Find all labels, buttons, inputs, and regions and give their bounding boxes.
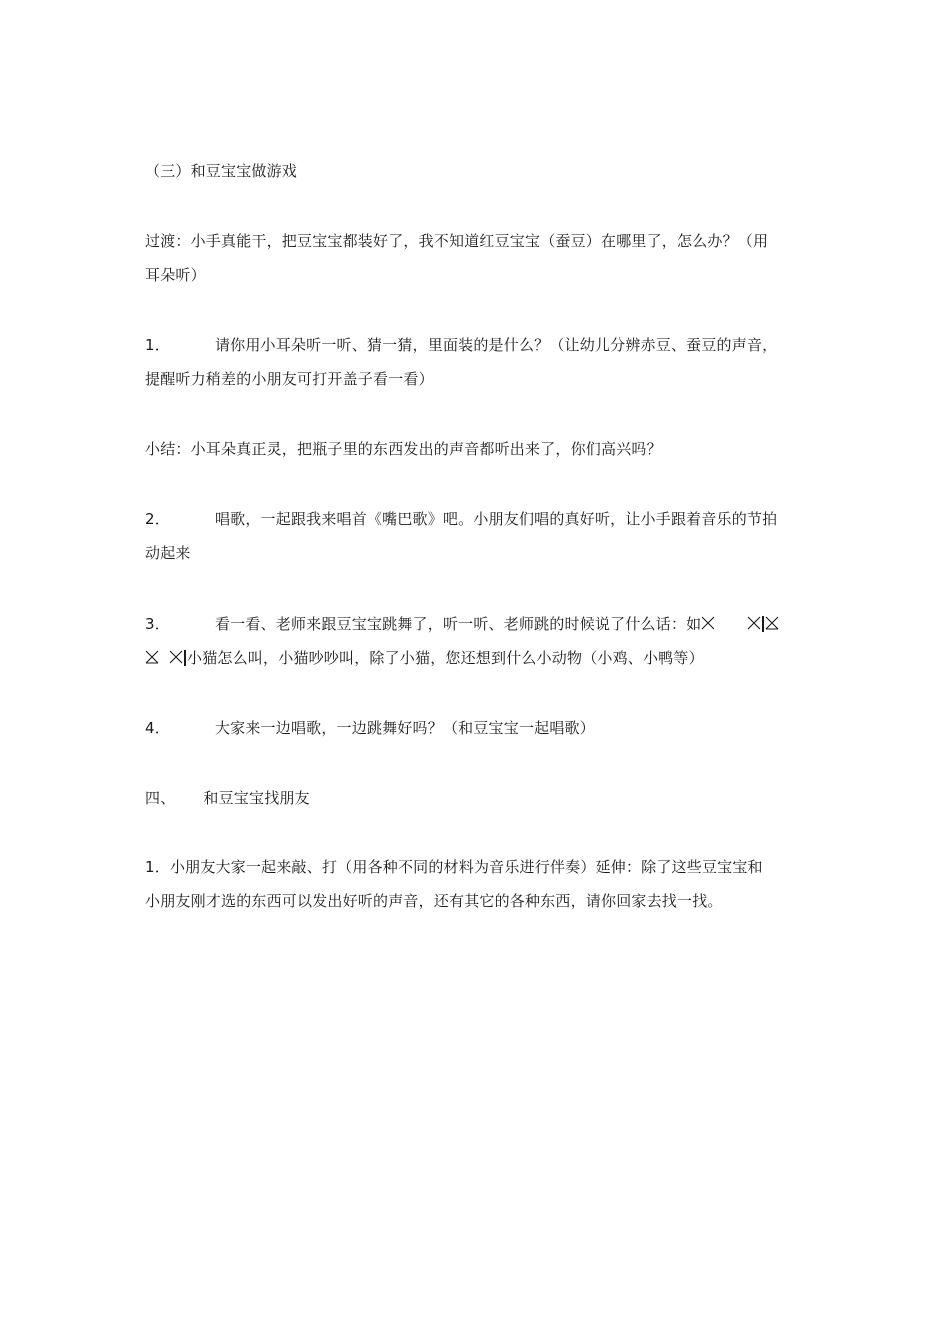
section3-title-text: （三）和豆宝宝做游戏 (145, 162, 298, 180)
x-mark-icon (169, 650, 183, 664)
item-4-number: 4． (145, 719, 170, 737)
section4-item-1-text: 小朋友大家一起来敲、打（用各种不同的材料为音乐进行伴奏）延伸：除了这些豆宝宝和 (169, 858, 763, 876)
item-2-line-2: 动起来 (145, 544, 191, 562)
x-mark-icon (701, 616, 715, 630)
item-3-text-2: 小猫怎么叫，小猫吵吵叫，除了小猫，您还想到什么小动物（小鸡、小鸭等） (187, 649, 704, 667)
section3-title (145, 154, 810, 188)
item-2-number: 2． (145, 510, 170, 528)
section4-item-1-paragraph (145, 850, 810, 918)
section4-item-1-line-2: 小朋友刚才选的东西可以发出好听的声音，还有其它的各种东西，请你回家去找一找。 (145, 892, 723, 910)
section4-number: 四、 (145, 789, 176, 807)
item-2-line-1 (145, 502, 810, 536)
item-3-paragraph (145, 607, 810, 675)
section4-item-1-number: 1． (145, 858, 170, 876)
item-1-line-1 (145, 328, 810, 362)
x-mark-icon (747, 616, 761, 630)
section4-item-1-line-1 (145, 850, 810, 884)
transition-line-2: 耳朵听） (145, 266, 206, 284)
item-1-line-2: 提醒听力稍差的小朋友可打开盖子看一看） (145, 370, 434, 388)
transition-line-1: 过渡：小手真能干，把豆宝宝都装好了，我不知道红豆宝宝（蚕豆）在哪里了，怎么办？（用 (145, 232, 769, 250)
item-2-paragraph (145, 502, 810, 570)
item-1-number: 1． (145, 336, 170, 354)
bar-line-icon (184, 650, 186, 666)
item-3-number: 3． (145, 615, 170, 633)
transition-paragraph (145, 224, 810, 292)
x-mark-icon (145, 650, 159, 664)
item-4-text: 大家来一边唱歌，一边跳舞好吗？（和豆宝宝一起唱歌） (214, 719, 595, 737)
item-2-text: 唱歌，一起跟我来唱首《嘴巴歌》吧。小朋友们唱的真好听，让小手跟着音乐的节拍 (214, 510, 778, 528)
item-3-line-1 (145, 607, 810, 641)
item-4-line-1 (145, 711, 810, 745)
item-1-text: 请你用小耳朵听一听、猜一猜，里面装的是什么？（让幼儿分辨赤豆、蚕豆的声音， (214, 336, 778, 354)
section4-title (145, 781, 810, 815)
item-3-line-2 (145, 641, 810, 675)
item-4-paragraph (145, 711, 810, 745)
item-1-paragraph (145, 328, 810, 396)
bar-line-icon (762, 616, 764, 632)
item-3-text: 看一看、老师来跟豆宝宝跳舞了，听一听、老师跳的时候说了什么话：如 (214, 615, 702, 633)
section4-title-text: 和豆宝宝找朋友 (203, 789, 310, 807)
summary-paragraph (145, 432, 810, 466)
summary-text: 小结：小耳朵真正灵，把瓶子里的东西发出的声音都听出来了，你们高兴吗？ (145, 440, 662, 458)
x-mark-icon (765, 616, 779, 630)
section4-title-line (145, 781, 810, 815)
